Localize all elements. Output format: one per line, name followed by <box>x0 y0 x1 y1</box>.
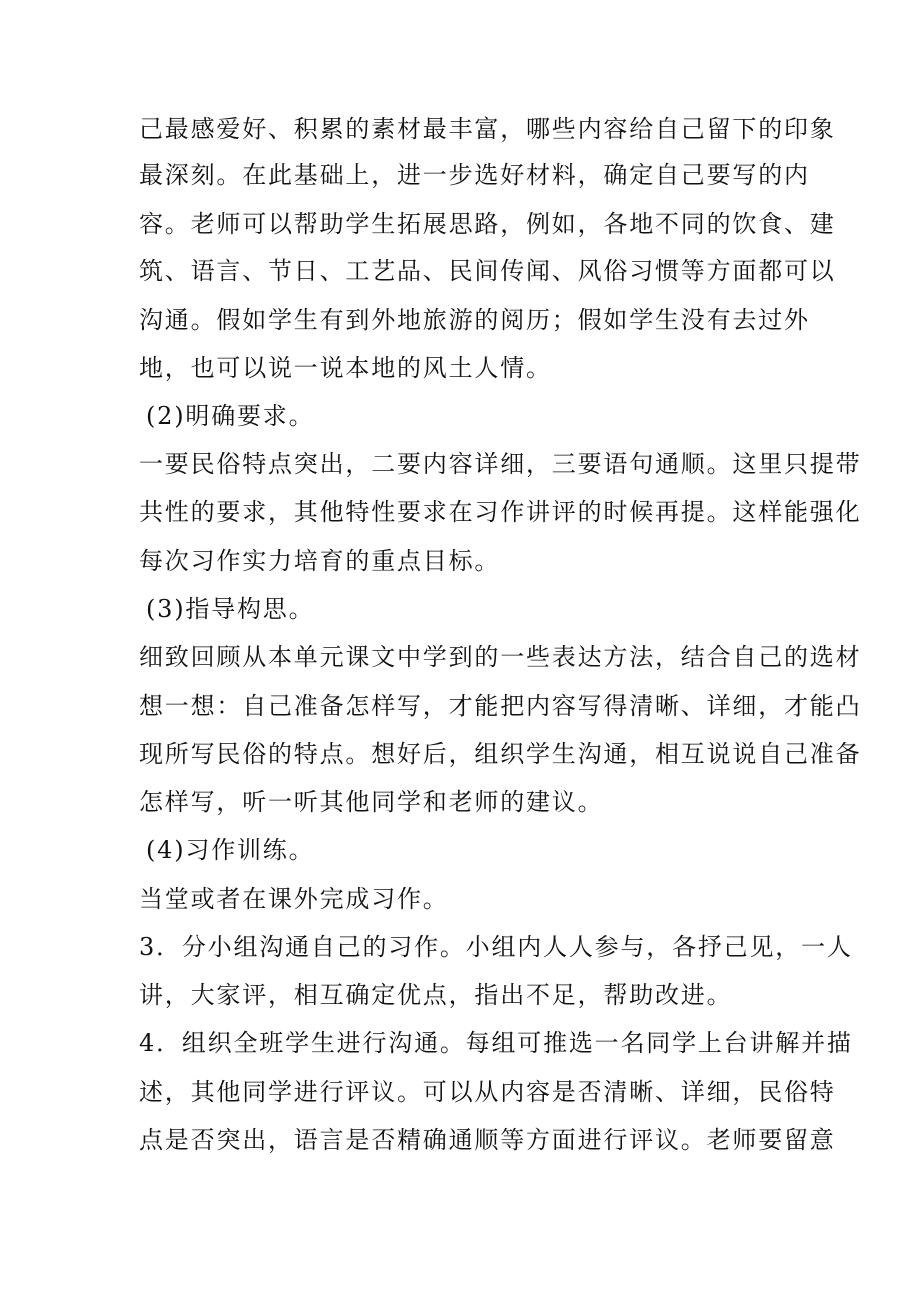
text-line-8: 一要民俗特点突出，二要内容详细，三要语句通顺。这里只提带 <box>139 450 862 478</box>
text-line-22: 点是否突出，语言是否精确通顺等方面进行评议。老师要留意 <box>139 1126 836 1154</box>
text-line-1: 己最感爱好、积累的素材最丰富，哪些内容给自己留下的印象 <box>139 115 836 143</box>
text-line-5: 沟通。假如学生有到外地旅游的阅历；假如学生没有去过外 <box>139 306 810 334</box>
text-line-21: 述，其他同学进行评议。可以从内容是否清晰、详细，民俗特 <box>139 1078 836 1106</box>
text-line-15: 怎样写，听一听其他同学和老师的建议。 <box>139 788 604 816</box>
text-line-14: 现所写民俗的特点。想好后，组织学生沟通，相互说说自己准备 <box>139 740 862 768</box>
text-line-3: 容。老师可以帮助学生拓展思路，例如，各地不同的饮食、建 <box>139 210 836 238</box>
section-heading-2: (2)明确要求。 <box>146 402 315 430</box>
text-line-9: 共性的要求，其他特性要求在习作讲评的时候再提。这样能强化 <box>139 498 862 526</box>
text-line-10: 每次习作实力培育的重点目标。 <box>139 547 501 575</box>
text-line-13: 想一想：自己准备怎样写，才能把内容写得清晰、详细，才能凸 <box>139 692 862 720</box>
text-line-20: 4．组织全班学生进行沟通。每组可推选一名同学上台讲解并描 <box>139 1029 853 1057</box>
text-line-6: 地，也可以说一说本地的风土人情。 <box>139 354 552 382</box>
text-line-19: 讲，大家评，相互确定优点，指出不足，帮助改进。 <box>139 981 733 1009</box>
text-line-12: 细致回顾从本单元课文中学到的一些表达方法，结合自己的选材 <box>139 643 862 671</box>
text-line-17: 当堂或者在课外完成习作。 <box>139 885 449 913</box>
text-line-18: 3．分小组沟通自己的习作。小组内人人参与，各抒己见，一人 <box>139 933 853 961</box>
text-line-2: 最深刻。在此基础上，进一步选好材料，确定自己要写的内 <box>139 161 810 189</box>
section-heading-3: (3)指导构思。 <box>146 595 315 623</box>
text-line-4: 筑、语言、节日、工艺品、民间传闻、风俗习惯等方面都可以 <box>139 257 836 285</box>
section-heading-4: (4)习作训练。 <box>146 836 315 864</box>
